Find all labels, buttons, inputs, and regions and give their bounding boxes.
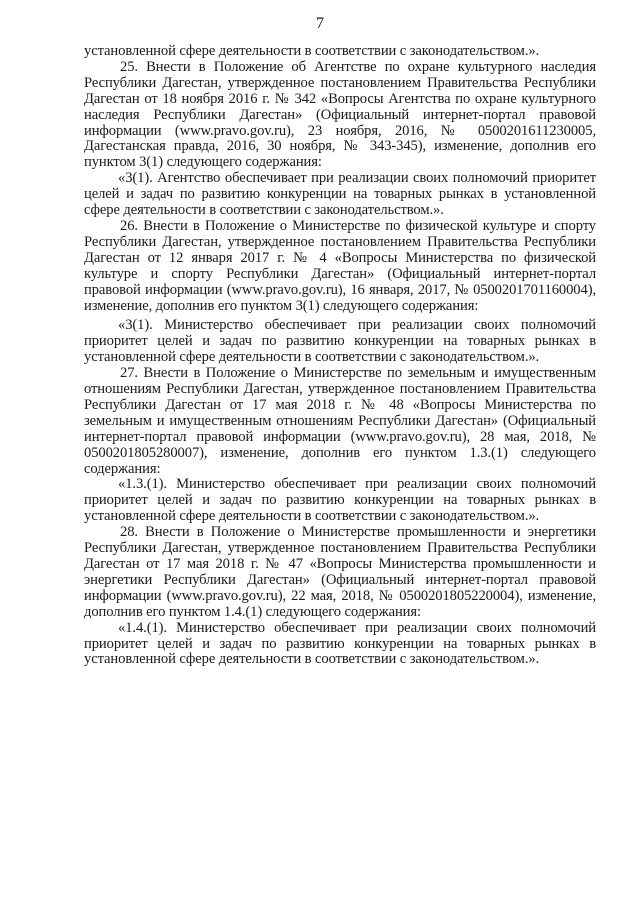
quote-item-26: «3(1). Министерство обеспечивает при реализации своих полномочий приоритет целей и задач по развитию конкуренции на товарных рынках в установленной сфере деятельности в соответствии с законодательством.». (84, 317, 596, 366)
paragraph-continuation: установленной сфере деятельности в соответствии с законодательством.». (84, 43, 540, 59)
paragraph-item-26: 26. Внести в Положение о Министерстве по физической культуре и спорту Республики Дагестан, утвержденное постановлением Правительства Республики Дагестан от 12 января 2017 г. № 4 «Вопросы Министерства по физической культуре и спорту Республики Дагестан» (Официальный интернет-портал правовой информации (www.pravo.gov.ru), 16 января, 2017, № 0500201701160004), изменение, дополнив его пунктом 3(1) следующего содержания: (84, 217, 596, 314)
paragraph-item-25: 25. Внести в Положение об Агентстве по охране культурного наследия Республики Дагестан, утвержденное постановлением Правительства Республики Дагестан от 18 ноября 2016 г. № 342 «Вопросы Агентства по охране культурного наследия Республики Дагестан» (Официальный интернет-портал правовой информации (www.pravo.gov.ru), 23 ноября, 2016, № 0500201611230005, Дагестанская правда, 2016, 30 ноября, № 343-345), изменение, дополнив его пунктом 3(1) следующего содержания: (84, 58, 596, 171)
page-number: 7 (316, 15, 324, 32)
quote-item-25: «3(1). Агентство обеспечивает при реализации своих полномочий приоритет целей и задач по развитию конкуренции на товарных рынках в установленной сфере деятельности в соответствии с законодательством.». (84, 170, 596, 219)
quote-item-27: «1.3.(1). Министерство обеспечивает при реализации своих полномочий приоритет целей и задач по развитию конкуренции на товарных рынках в установленной сфере деятельности в соответствии с законодательством.». (84, 476, 596, 525)
paragraph-item-28: 28. Внести в Положение о Министерстве промышленности и энергетики Республики Дагестан, утвержденное постановлением Правительства Республики Дагестан от 17 мая 2018 г. № 47 «Вопросы Министерства промышленности и энергетики Республики Дагестан» (Официальный интернет-портал правовой информации (www.pravo.gov.ru), 22 мая, 2018, № 0500201805220004), изменение, дополнив его пунктом 1.4.(1) следующего содержания: (84, 524, 596, 620)
paragraph-item-27: 27. Внести в Положение о Министерстве по земельным и имущественным отношениям Республики Дагестан, утвержденное постановлением Правительства Республики Дагестан от 17 мая 2018 г. № 48 «Вопросы Министерства по земельным и имущественным отношениям Республики Дагестан» (Официальный интернет-портал правовой информации (www.pravo.gov.ru), 28 мая, 2018, № 0500201805280007), изменение, дополнив его пунктом 1.3.(1) следующего содержания: (84, 365, 596, 477)
quote-item-28: «1.4.(1). Министерство обеспечивает при реализации своих полномочий приоритет целей и задач по развитию конкуренции на товарных рынках в установленной сфере деятельности в соответствии с законодательством.». (84, 619, 596, 668)
